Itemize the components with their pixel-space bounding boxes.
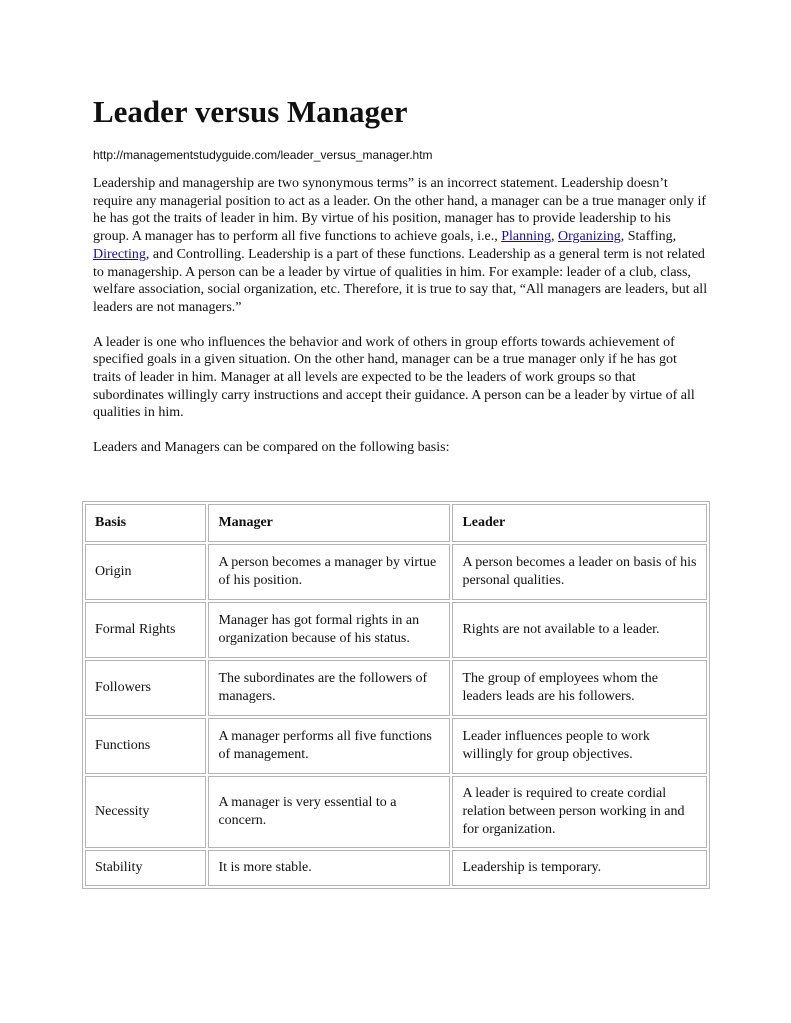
link-directing[interactable]: Directing <box>93 246 146 262</box>
table-row <box>85 718 707 774</box>
cell-basis: Functions <box>85 718 206 774</box>
table-row <box>85 660 707 716</box>
header-leader: Leader <box>452 504 707 542</box>
table-row <box>85 850 707 886</box>
cell-manager: Manager has got formal rights in an organization because of his status. <box>208 602 450 658</box>
cell-basis: Formal Rights <box>85 602 206 658</box>
cell-basis: Origin <box>85 544 206 600</box>
paragraph-intro-text-1: Leadership and managership are two synonymous terms” is an incorrect statement. Leadership doesn’t require any managerial position to act as a leader. On the other hand, a manager can be a true manager only if he has got the traits of leader in him. By virtue of his position, manager has to provide leadership to his group. A manager has to perform all five functions to achieve goals, i.e., <box>93 176 707 245</box>
cell-basis: Stability <box>85 850 206 886</box>
link-planning[interactable]: Planning <box>501 229 551 245</box>
cell-basis: Followers <box>85 660 206 716</box>
source-url: http://managementstudyguide.com/leader_versus_manager.htm <box>93 148 433 162</box>
cell-leader: A person becomes a leader on basis of his personal qualities. <box>452 544 707 600</box>
link-organizing[interactable]: Organizing <box>558 229 621 245</box>
paragraph-comparison-intro: Leaders and Managers can be compared on the following basis: <box>93 440 450 456</box>
cell-leader: Rights are not available to a leader. <box>452 602 707 658</box>
cell-basis: Necessity <box>85 776 206 848</box>
comparison-table <box>82 501 710 889</box>
cell-manager: It is more stable. <box>208 850 450 886</box>
document-page <box>93 94 708 457</box>
table-row <box>85 602 707 658</box>
table-header-row <box>85 504 707 542</box>
paragraph-leader-definition: A leader is one who influences the behavior and work of others in group efforts towards achievement of specified goals in a given situation. On the other hand, manager can be a true manager only if he has got traits of leader in him. Manager at all levels are expected to be the leaders of work groups so that subordinates willingly carry instructions and accept their guidance. A person can be a leader by virtue of all qualities in him. <box>93 334 695 421</box>
header-manager: Manager <box>208 504 450 542</box>
cell-manager: A manager performs all five functions of management. <box>208 718 450 774</box>
paragraph-intro-text-2: , and Controlling. Leadership is a part of these functions. Leadership as a general term is not related to managership. A person can be a leader by virtue of qualities in him. For example: leader of a club, class, welfare association, social organization, etc. Therefore, it is true to say that, “All managers are leaders, but all leaders are not managers.” <box>93 246 708 315</box>
cell-manager: A person becomes a manager by virtue of his position. <box>208 544 450 600</box>
table-row <box>85 544 707 600</box>
paragraph-intro <box>93 175 708 317</box>
table-row <box>85 776 707 848</box>
page-title: Leader versus Manager <box>93 94 408 129</box>
cell-leader: The group of employees whom the leaders leads are his followers. <box>452 660 707 716</box>
cell-leader: Leader influences people to work willingly for group objectives. <box>452 718 707 774</box>
cell-leader: A leader is required to create cordial relation between person working in and for organization. <box>452 776 707 848</box>
cell-leader: Leadership is temporary. <box>452 850 707 886</box>
separator-1: , <box>551 229 558 245</box>
separator-2: , Staffing, <box>620 229 677 245</box>
header-basis: Basis <box>85 504 206 542</box>
cell-manager: A manager is very essential to a concern. <box>208 776 450 848</box>
cell-manager: The subordinates are the followers of managers. <box>208 660 450 716</box>
